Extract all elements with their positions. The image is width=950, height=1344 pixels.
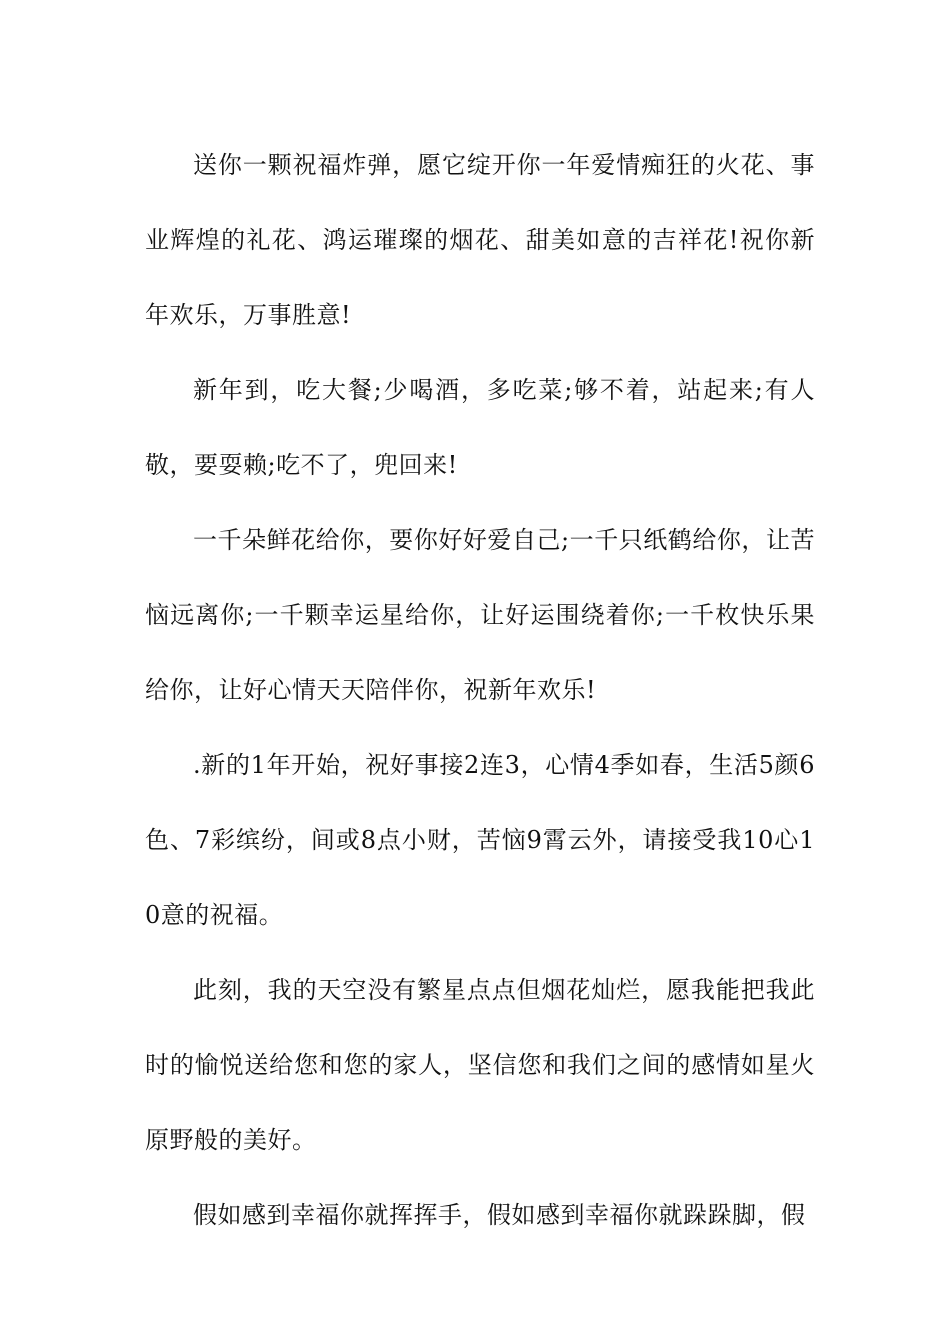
paragraph-6: 假如感到幸福你就挥挥手，假如感到幸福你就跺跺脚，假: [193, 1201, 806, 1229]
paragraph-5: 此刻，我的天空没有繁星点点但烟花灿烂，愿我能把我此时的愉悦送给您和您的家人，坚信您和我们之间的感情如星火原野般的美好。: [145, 976, 815, 1154]
paragraph-1: 送你一颗祝福炸弹，愿它绽开你一年爱情痴狂的火花、事业辉煌的礼花、鸿运璀璨的烟花、甜美如意的吉祥花!祝你新年欢乐，万事胜意!: [145, 151, 815, 329]
document-body: [145, 128, 815, 1253]
paragraph-4: .新的1年开始，祝好事接2连3，心情4季如春，生活5颜6色、7彩缤纷，间或8点小财，苦恼9霄云外，请接受我10心10意的祝福。: [145, 751, 815, 929]
paragraph-3: 一千朵鲜花给你，要你好好爱自己;一千只纸鹤给你，让苦恼远离你;一千颗幸运星给你，让好运围绕着你;一千枚快乐果给你，让好心情天天陪伴你，祝新年欢乐!: [145, 526, 815, 704]
paragraph-2: 新年到，吃大餐;少喝酒，多吃菜;够不着，站起来;有人敬，要耍赖;吃不了，兜回来!: [145, 376, 815, 479]
